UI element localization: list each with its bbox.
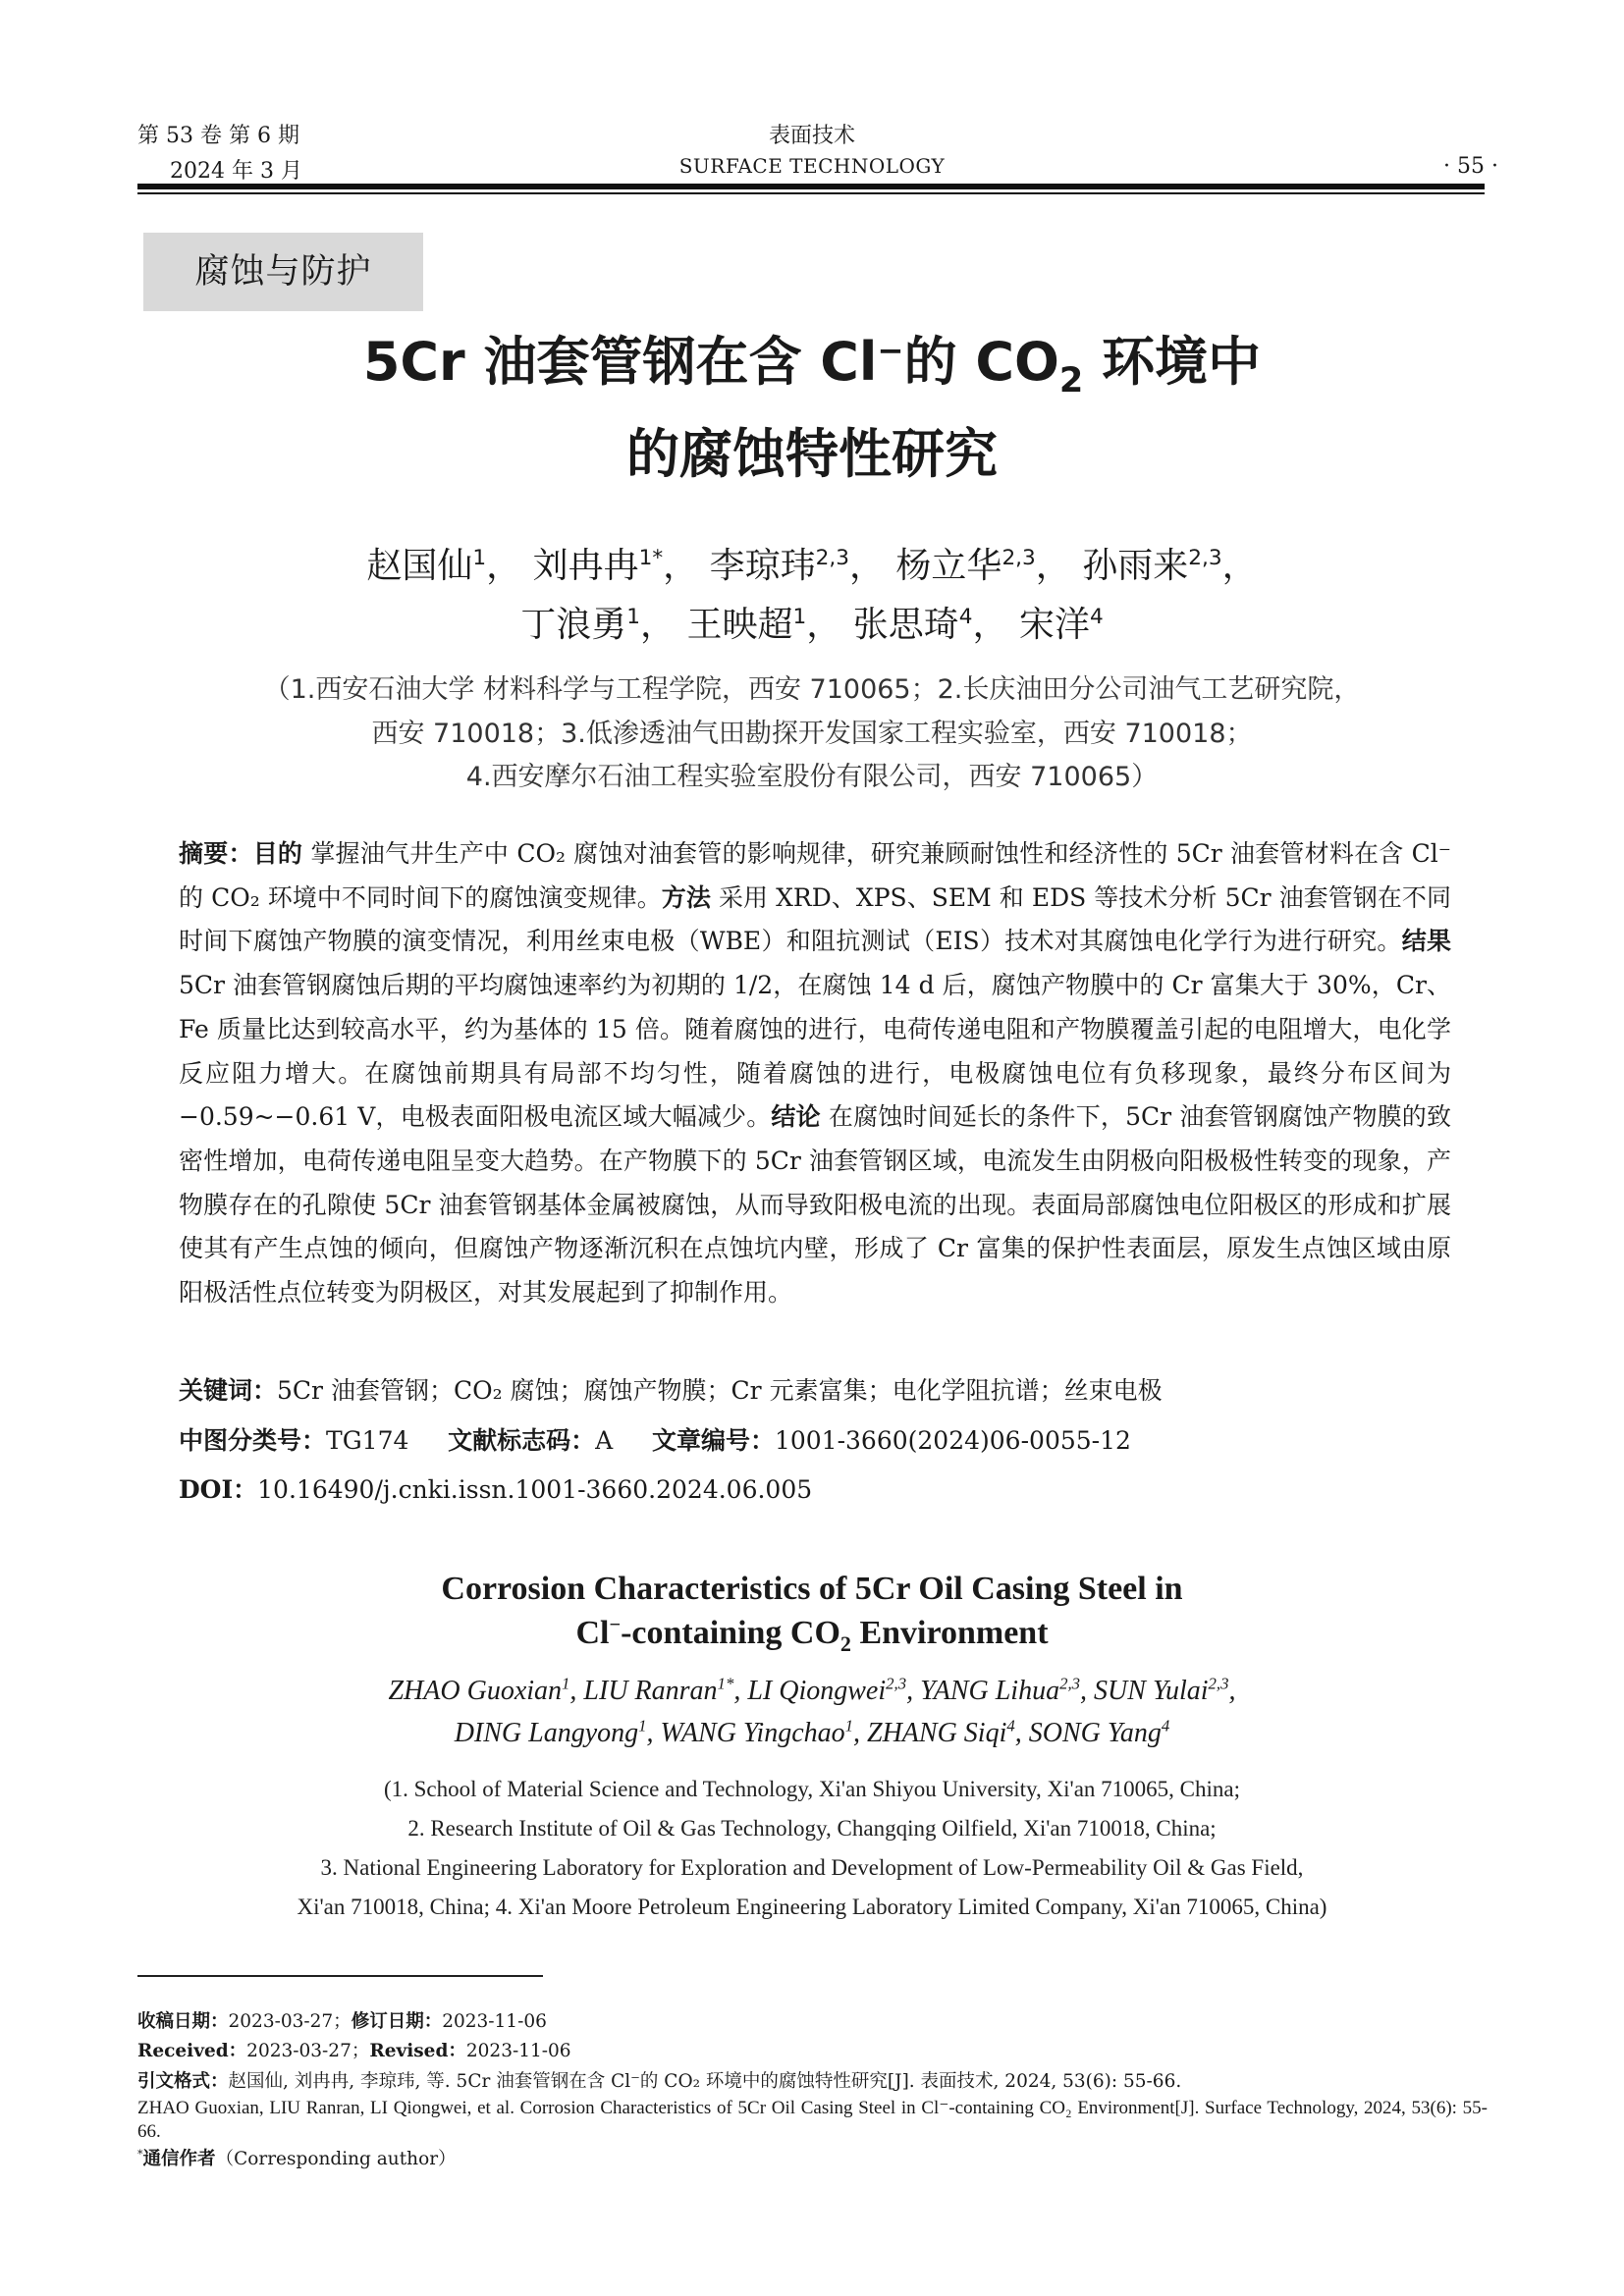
abstract-purpose-label: 目的 xyxy=(252,839,303,868)
abstract-results: 5Cr 油套管钢腐蚀后期的平均腐蚀速率约为初期的 1/2，在腐蚀 14 d 后，腐蚀产物膜中的 Cr 富集大于 30%，Cr、Fe 质量比达到较高水平，约为基体的 15 倍。随着腐蚀的进行，电荷传递电阻和产物膜覆盖引起的电阻增大，电化学反应阻力增大。在腐蚀前期具有局部不均匀性，随着腐蚀的进行，电极腐蚀电位有负移现象，最终分布区间为−0.59~−0.61 V，电极表面阳极电流区域大幅减少。 xyxy=(179,971,1451,1132)
author-name-en: DING Langyong xyxy=(454,1718,639,1748)
abstract-conclusion-label: 结论 xyxy=(771,1102,821,1132)
header-rule-thick xyxy=(137,184,1485,189)
classification: 中图分类号：TG174 文献标志码：A 文章编号：1001-3660(2024)06-0055-12 xyxy=(179,1426,1131,1455)
footnote-citation-cn: 引文格式：赵国仙, 刘冉冉, 李琼玮, 等. 5Cr 油套管钢在含 Cl⁻的 CO₂ 环境中的腐蚀特性研究[J]. 表面技术, 2024, 53(6): 55-66. xyxy=(137,2071,1182,2092)
header-date: 2024 年 3 月 xyxy=(170,159,302,184)
keywords: 关键词：5Cr 油套管钢；CO₂ 腐蚀；腐蚀产物膜；Cr 元素富集；电化学阻抗谱；丝束电极 xyxy=(179,1376,1163,1405)
affiliation-en-line: (1. School of Material Science and Technology, Xi'an Shiyou University, Xi'an 710065, China; xyxy=(383,1777,1240,1801)
header-volume-issue: 第 53 卷 第 6 期 xyxy=(137,124,299,148)
abstract-label: 摘要： xyxy=(179,839,253,868)
abstract-conclusion: 在腐蚀时间延长的条件下，5Cr 油套管钢腐蚀产物膜的致密性增加，电荷传递电阻呈变大趋势。在产物膜下的 5Cr 油套管钢区域，电流发生由阴极向阳极极性转变的现象，产物膜存在的孔隙使 5Cr 油套管钢基体金属被腐蚀，从而导致阳极电流的出现。表面局部腐蚀电位阳极区的形成和扩展使其有产生点蚀的倾向，但腐蚀产物逐渐沉积在点蚀坑内壁，形成了 Cr 富集的保护性表面层，原发生点蚀区域由原阳极活性点位转变为阴极区，对其发展起到了抑制作用。 xyxy=(179,1102,1451,1308)
affiliation-en-line: 3. National Engineering Laboratory for Exploration and Development of Low-Permeability Oil & Gas Field, xyxy=(320,1855,1304,1880)
affiliation-cn-line: （1.西安石油大学 材料科学与工程学院，西安 710065；2.长庆油田分公司油气工艺研究院， xyxy=(263,674,1361,705)
section-tag: 腐蚀与防护 xyxy=(143,233,423,311)
affiliation-cn-line: 西安 710018；3.低渗透油气田勘探开发国家工程实验室，西安 710018； xyxy=(371,719,1253,749)
author-name: 杨立华 xyxy=(895,546,1002,586)
title-en-line2: Cl−-containing $CO_2$ Environment xyxy=(575,1614,1049,1656)
authors-en-line1: ZHAO Guoxian$^1$, LIU Ranran$^{1*}$, LI Qiongwei$^{2,3}$, YANG Lihua$^{2,3}$, SUN Yulai$^{2,3}$, xyxy=(388,1674,1236,1706)
abstract-method: 采用 XRD、XPS、SEM 和 EDS 等技术分析 5Cr 油套管钢在不同时间下腐蚀产物膜的演变情况，利用丝束电极（WBE）和阻抗测试（EIS）技术对其腐蚀电化学行为进行研究。 xyxy=(179,882,1451,956)
abstract xyxy=(179,832,1451,1315)
author-name-en: YANG Lihua xyxy=(920,1676,1060,1706)
header-journal-en: SURFACE TECHNOLOGY xyxy=(678,154,946,178)
author-name: 丁浪勇 xyxy=(520,605,627,645)
abstract-method-label: 方法 xyxy=(661,882,711,912)
author-name: 李琼玮 xyxy=(709,546,816,586)
header-journal-cn: 表面技术 xyxy=(768,124,855,148)
author-name: 宋洋 xyxy=(1018,605,1090,645)
header-rule-thin xyxy=(137,192,1485,194)
footnote-corresponding: *通信作者（Corresponding author） xyxy=(137,2147,457,2169)
title-cn-line2: 的腐蚀特性研究 xyxy=(626,423,998,485)
affiliation-en-line: 2. Research Institute of Oil & Gas Technology, Changqing Oilfield, Xi'an 710018, China; xyxy=(407,1816,1217,1841)
footnote-received-en: Received：2023-03-27；Revised：2023-11-06 xyxy=(137,2041,571,2061)
abstract-results-label: 结果 xyxy=(1401,927,1451,956)
abstract-purpose: 掌握油气井生产中 CO₂ 腐蚀对油套管的影响规律，研究兼顾耐蚀性和经济性的 5Cr 油套管材料在含 Cl⁻的 CO₂ 环境中不同时间下的腐蚀演变规律。 xyxy=(179,839,1451,912)
author-name: 王映超 xyxy=(686,605,793,645)
author-name-en: LIU Ranran xyxy=(583,1676,718,1706)
authors-cn-line1: 赵国仙$^1$， 刘冉冉$^{1*}$， 李琼玮$^{2,3}$， 杨立华$^{2,3}$， 孙雨来$^{2,3}$， xyxy=(366,546,1258,586)
author-name-en: WANG Yingchao xyxy=(660,1718,845,1748)
authors-cn-line2: 丁浪勇$^1$， 王映超$^1$， 张思琦$^4$， 宋洋$^4$ xyxy=(520,605,1104,645)
doi-link: 10.16490/j.cnki.issn.1001-3660.2024.06.005 xyxy=(257,1475,813,1504)
title-en-line1: Corrosion Characteristics of 5Cr Oil Casing Steel in xyxy=(441,1571,1183,1607)
author-name-en: SUN Yulai xyxy=(1094,1676,1209,1706)
author-name: 孙雨来 xyxy=(1082,546,1189,586)
author-name: 张思琦 xyxy=(852,605,959,645)
footnote-citation-en: ZHAO Guoxian, LIU Ranran, LI Qiongwei, et al. Corrosion Characteristics of 5Cr Oil Casing Steel in Cl⁻-containing CO₂ Environment[J]. Surface Technology, 2024, 53(6): 55-66. xyxy=(137,2098,1488,2142)
header-page-number: · 55 · xyxy=(1443,154,1498,179)
author-name-en: ZHANG Siqi xyxy=(867,1718,1007,1748)
author-name-en: LI Qiongwei xyxy=(747,1676,887,1706)
author-name-en: ZHAO Guoxian xyxy=(388,1676,563,1706)
affiliation-cn-line: 4.西安摩尔石油工程实验室股份有限公司，西安 710065） xyxy=(465,762,1159,792)
title-cn-line1: 5Cr 油套管钢在含 Cl−的 $CO_2$ 环境中 xyxy=(362,331,1262,400)
doi: DOI：10.16490/j.cnki.issn.1001-3660.2024.06.005 xyxy=(179,1475,813,1504)
footnote-received-cn: 收稿日期：2023-03-27；修订日期：2023-11-06 xyxy=(137,2011,547,2032)
author-name: 赵国仙 xyxy=(366,546,473,586)
author-name: 刘冉冉 xyxy=(532,546,639,586)
authors-en-line2: DING Langyong$^1$, WANG Yingchao$^1$, ZHANG Siqi$^4$, SONG Yang$^4$ xyxy=(454,1716,1170,1748)
affiliation-en-line: Xi'an 710018, China; 4. Xi'an Moore Petroleum Engineering Laboratory Limited Company, Xi'an 710065, China) xyxy=(297,1895,1327,1919)
author-name-en: SONG Yang xyxy=(1028,1718,1162,1748)
footnote-rule xyxy=(137,1975,543,1977)
